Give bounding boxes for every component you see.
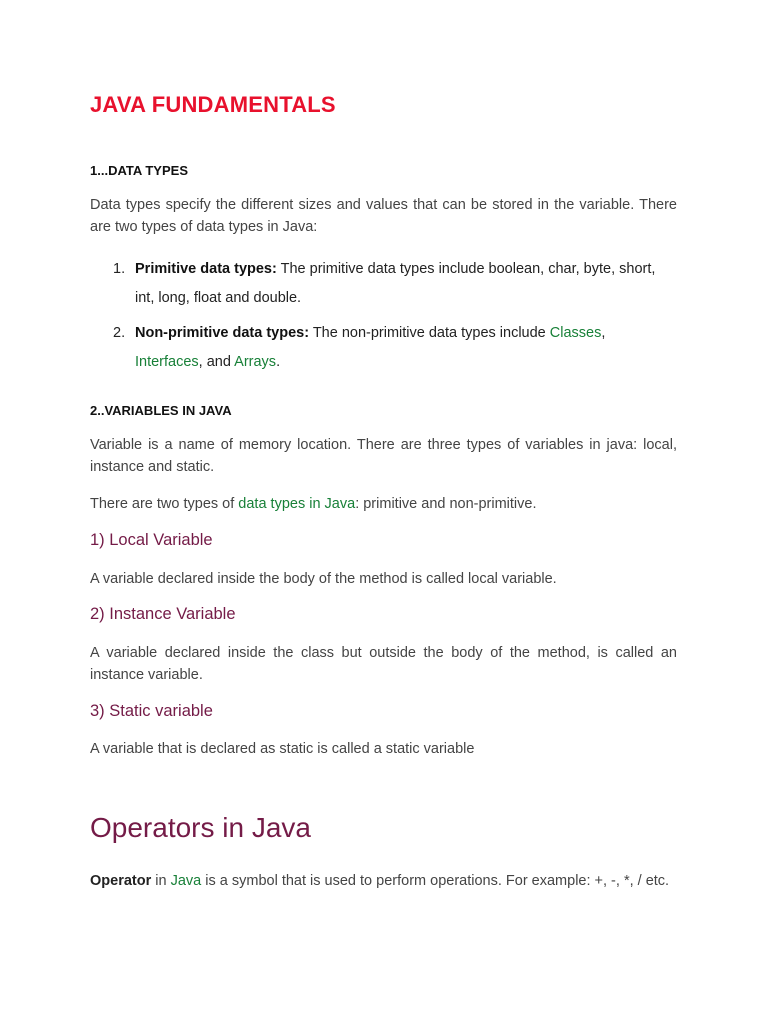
types-text: There are two types of — [90, 496, 235, 512]
operators-heading: Operators in Java — [90, 812, 311, 843]
operators-paragraph — [90, 870, 677, 892]
document-title: JAVA FUNDAMENTALS — [90, 92, 336, 117]
link-arrays[interactable]: Arrays — [234, 354, 277, 370]
link-classes[interactable]: Classes — [549, 325, 602, 341]
link-java[interactable]: Java — [170, 873, 202, 889]
local-variable-heading: 1) Local Variable — [90, 531, 213, 549]
list-separator: , and — [198, 354, 231, 370]
section-heading-variables: 2..VARIABLES IN JAVA — [90, 403, 232, 418]
operator-text: is a symbol that is used to perform operations. For example: +, -, *, / etc. — [205, 873, 670, 889]
static-variable-heading: 3) Static variable — [90, 702, 213, 720]
static-variable-text: A variable that is declared as static is called a static variable — [90, 741, 475, 757]
operator-in: in — [155, 873, 167, 889]
data-types-intro: Data types specify the different sizes and values that can be stored in the variable. There are two types of data types in Java: — [90, 197, 677, 235]
list-term: Primitive data types: — [135, 261, 277, 277]
list-separator: , — [601, 325, 606, 341]
list-number: 1. — [113, 261, 126, 277]
section-heading-data-types: 1...DATA TYPES — [90, 163, 188, 178]
list-end: . — [276, 354, 281, 370]
list-item-primitive — [90, 255, 677, 313]
instance-variable-text: A variable declared inside the class but outside the body of the method, is called an instance variable. — [90, 645, 677, 683]
list-text: The non-primitive data types include — [312, 325, 546, 341]
list-number: 2. — [113, 325, 126, 341]
instance-variable-heading: 2) Instance Variable — [90, 605, 236, 623]
variables-intro: Variable is a name of memory location. There are three types of variables in java: local, instance and static. — [90, 437, 677, 475]
link-interfaces[interactable]: Interfaces — [135, 354, 199, 370]
operator-term: Operator — [90, 873, 152, 889]
types-text-end: : primitive and non-primitive. — [355, 496, 537, 512]
list-item-non-primitive — [90, 319, 677, 377]
list-text: The primitive data types include boolean, char, byte, short, int, long, float and double. — [135, 261, 656, 306]
variables-types-paragraph — [90, 493, 677, 515]
local-variable-text: A variable declared inside the body of the method is called local variable. — [90, 571, 557, 587]
link-data-types-in-java[interactable]: data types in Java — [238, 496, 356, 512]
data-types-list — [90, 255, 677, 383]
list-term: Non-primitive data types: — [135, 325, 310, 341]
